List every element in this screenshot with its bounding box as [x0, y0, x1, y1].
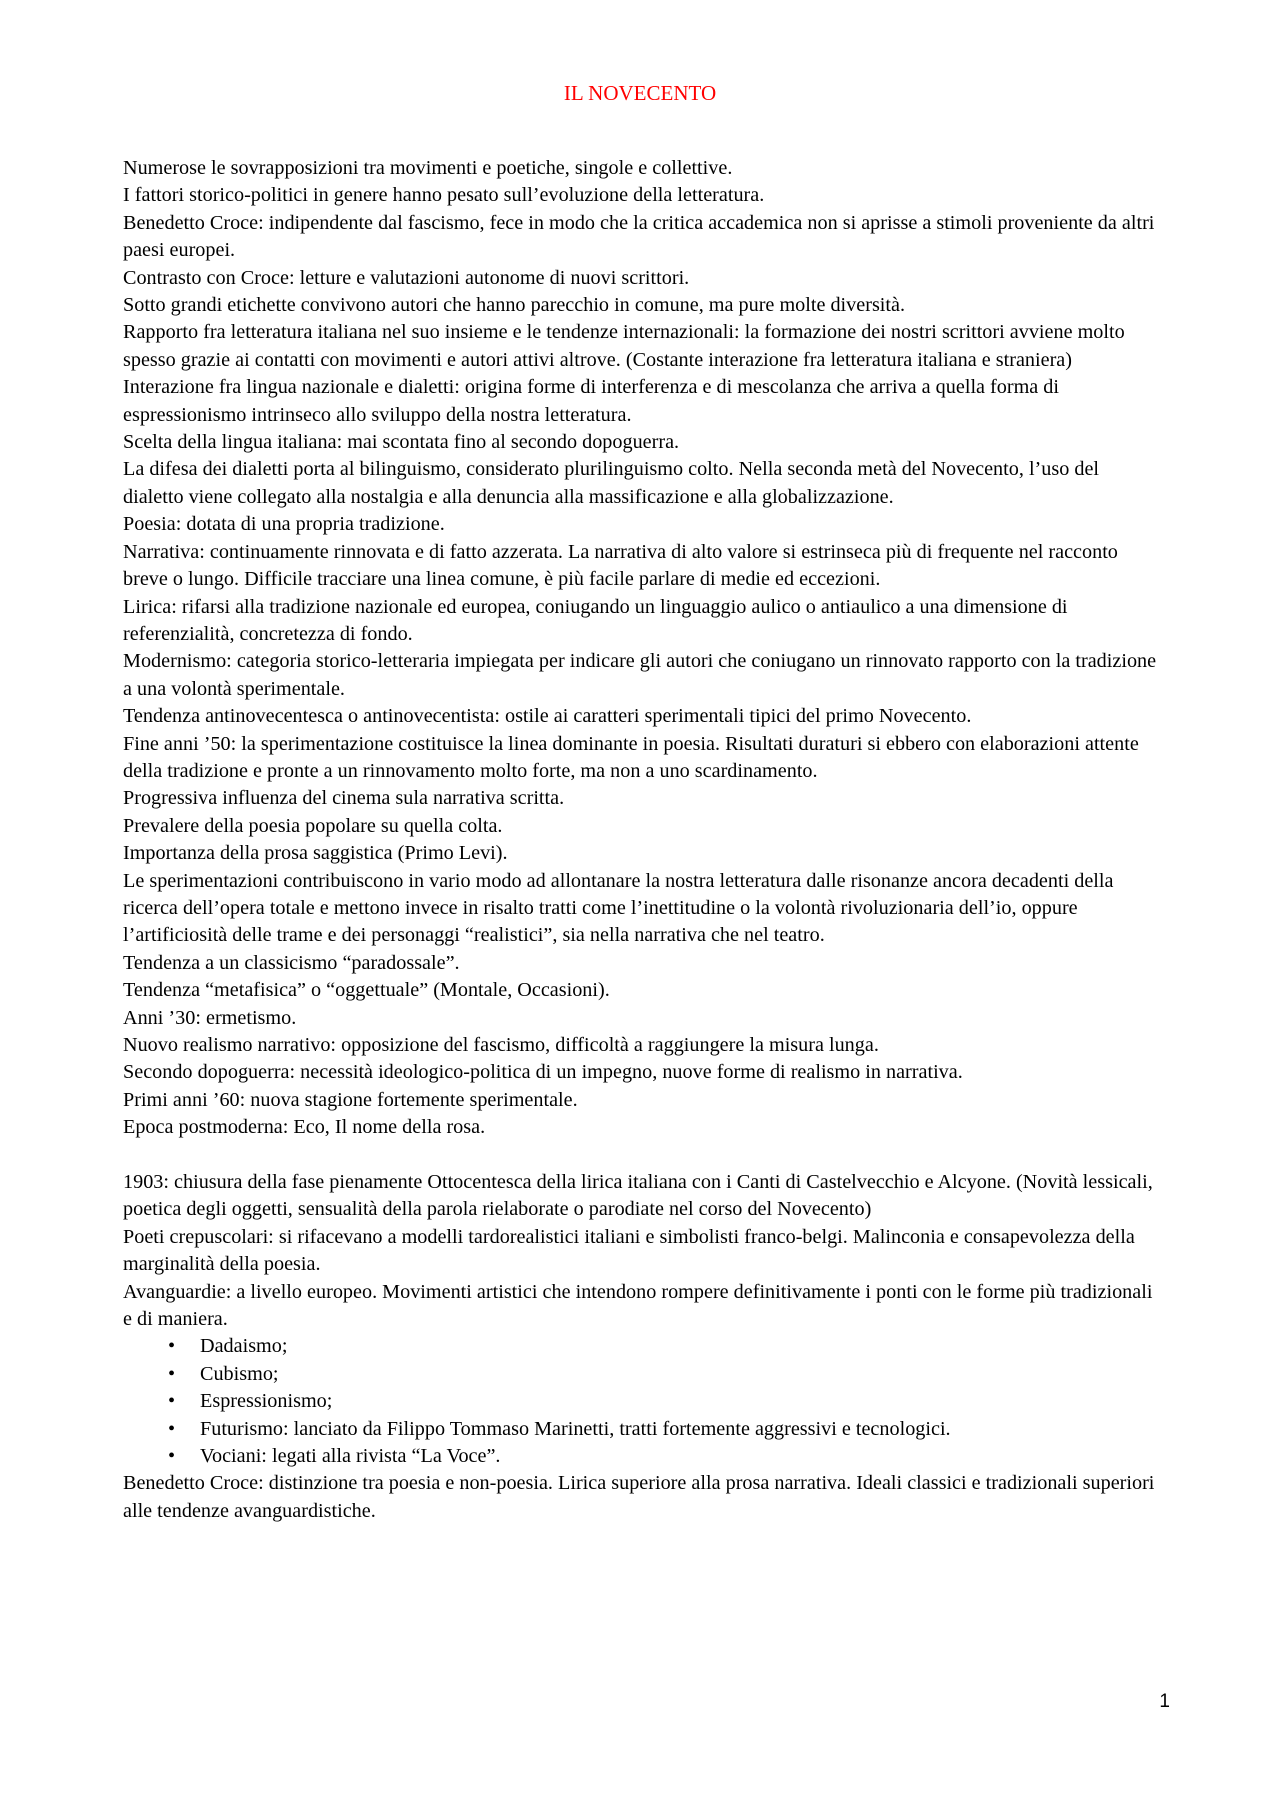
paragraph: Rapporto fra letteratura italiana nel suo insieme e le tendenze internazionali: la formazione dei nostri scrittori avviene molto spesso grazie ai contatti con movimenti e autori attivi altrove. (Costante interazione fra letteratura italiana e straniera) [123, 321, 1125, 371]
paragraph: Tendenza “metafisica” o “oggettuale” (Montale, Occasioni). [123, 979, 610, 1002]
avanguardie-bullet-list [123, 1333, 1163, 1470]
list-item-text: Dadaismo; [200, 1335, 288, 1358]
paragraph: Nuovo realismo narrativo: opposizione del fascismo, difficoltà a raggiungere la misura lunga. [123, 1034, 879, 1056]
paragraph-group-c [123, 1470, 1163, 1525]
list-item [123, 1361, 1163, 1388]
bullet-icon: • [168, 1390, 176, 1413]
page-number: 1 [1159, 1691, 1170, 1712]
paragraph: Epoca postmoderna: Eco, Il nome della rosa. [123, 1116, 486, 1139]
list-item-text: Futurismo: lanciato da Filippo Tommaso Marinetti, tratti fortemente aggressivi e tecnologici. [200, 1417, 951, 1440]
paragraph: Interazione fra lingua nazionale e dialetti: origina forme di interferenza e di mescolanza che arriva a quella forma di espressionismo intrinseco allo sviluppo della nostra letteratura. [123, 376, 1060, 426]
list-item [123, 1443, 1163, 1470]
paragraph: Poeti crepuscolari: si rifacevano a modelli tardorealistici italiani e simbolisti franco-belgi. Malinconia e consapevolezza della marginalità della poesia. [123, 1225, 1135, 1276]
bullet-icon: • [168, 1335, 176, 1358]
paragraph: Tendenza a un classicismo “paradossale”. [123, 951, 460, 974]
list-item-text: Espressionismo; [200, 1390, 333, 1413]
list-item-text: Vociani: legati alla rivista “La Voce”. [200, 1445, 501, 1468]
bullet-icon: • [168, 1417, 176, 1440]
paragraph: Contrasto con Croce: letture e valutazioni autonome di nuovi scrittori. [123, 266, 690, 289]
paragraph: Avanguardie: a livello europeo. Movimenti artistici che intendono rompere definitivamente i ponti con le forme più tradizionali e di maniera. [123, 1280, 1153, 1331]
paragraph: Secondo dopoguerra: necessità ideologico-politica di un impegno, nuove forme di realismo in narrativa. [123, 1061, 963, 1084]
paragraph: Sotto grandi etichette convivono autori che hanno parecchio in comune, ma pure molte diversità. [123, 294, 906, 317]
paragraph: Fine anni ’50: la sperimentazione costituisce la linea dominante in poesia. Risultati duraturi si ebbero con elaborazioni attente della tradizione e pronte a un rinnovamento molto forte, ma non a uno scardinamento. [123, 732, 1139, 782]
paragraph: Prevalere della poesia popolare su quella colta. [123, 814, 503, 837]
paragraph: Modernismo: categoria storico-letteraria impiegata per indicare gli autori che coniugano un rinnovato rapporto con la tradizione a una volontà sperimentale. [123, 650, 1157, 700]
paragraph: Narrativa: continuamente rinnovata e di fatto azzerata. La narrativa di alto valore si estrinseca più di frequente nel racconto breve o lungo. Difficile tracciare una linea comune, è più facile parlare di medie ed eccezioni. [123, 540, 1118, 591]
bullet-icon: • [168, 1445, 176, 1468]
list-item-text: Cubismo; [200, 1362, 279, 1385]
list-item [123, 1388, 1163, 1415]
document-title: IL NOVECENTO [563, 81, 717, 105]
paragraph: Lirica: rifarsi alla tradizione nazionale ed europea, coniugando un linguaggio aulico o antiaulico a una dimensione di referenzialità, concretezza di fondo. [123, 595, 1068, 645]
paragraph: Scelta della lingua italiana: mai scontata fino al secondo dopoguerra. [123, 431, 680, 454]
document-body [123, 155, 1163, 1525]
paragraph: I fattori storico-politici in genere hanno pesato sull’evoluzione della letteratura. [123, 184, 765, 207]
paragraph: La difesa dei dialetti porta al bilinguismo, considerato plurilinguismo colto. Nella seconda metà del Novecento, l’uso del dialetto viene collegato alla nostalgia e alla denuncia alla massificazione e alla globalizzazione. [123, 458, 1100, 508]
paragraph: Primi anni ’60: nuova stagione fortemente sperimentale. [123, 1088, 578, 1111]
paragraph: Le sperimentazioni contribuiscono in vario modo ad allontanare la nostra letteratura dalle risonanze ancora decadenti della ricerca dell’opera totale e mettono invece in risalto tratti come l’inettitudine o la volontà rivoluzionaria dell’io, oppure l’artificiosità delle trame e dei personaggi “realistici”, sia nella narrativa che nel teatro. [123, 869, 1114, 947]
bullet-icon: • [168, 1362, 176, 1385]
paragraph: Importanza della prosa saggistica (Primo Levi). [123, 842, 508, 865]
paragraph: Tendenza antinovecentesca o antinovecentista: ostile ai caratteri sperimentali tipici del primo Novecento. [123, 705, 972, 728]
paragraph-group-a [123, 155, 1163, 1142]
paragraph: Poesia: dotata di una propria tradizione. [123, 513, 445, 536]
paragraph: Anni ’30: ermetismo. [123, 1006, 297, 1029]
list-item [123, 1416, 1163, 1443]
paragraph: Benedetto Croce: distinzione tra poesia e non-poesia. Lirica superiore alla prosa narrativa. Ideali classici e tradizionali superiori alle tendenze avanguardistiche. [123, 1472, 1155, 1522]
paragraph-group-b [123, 1169, 1163, 1333]
paragraph: 1903: chiusura della fase pienamente Ottocentesca della lirica italiana con i Canti di Castelvecchio e Alcyone. (Novità lessicali, poetica degli oggetti, sensualità della parola rielaborate o parodiate nel corso del Novecento) [123, 1171, 1153, 1221]
paragraph: Progressiva influenza del cinema sula narrativa scritta. [123, 787, 565, 810]
paragraph-gap [123, 1142, 1163, 1169]
list-item [123, 1333, 1163, 1360]
paragraph: Benedetto Croce: indipendente dal fascismo, fece in modo che la critica accademica non si aprisse a stimoli proveniente da altri paesi europei. [123, 211, 1155, 262]
paragraph: Numerose le sovrapposizioni tra movimenti e poetiche, singole e collettive. [123, 157, 733, 179]
